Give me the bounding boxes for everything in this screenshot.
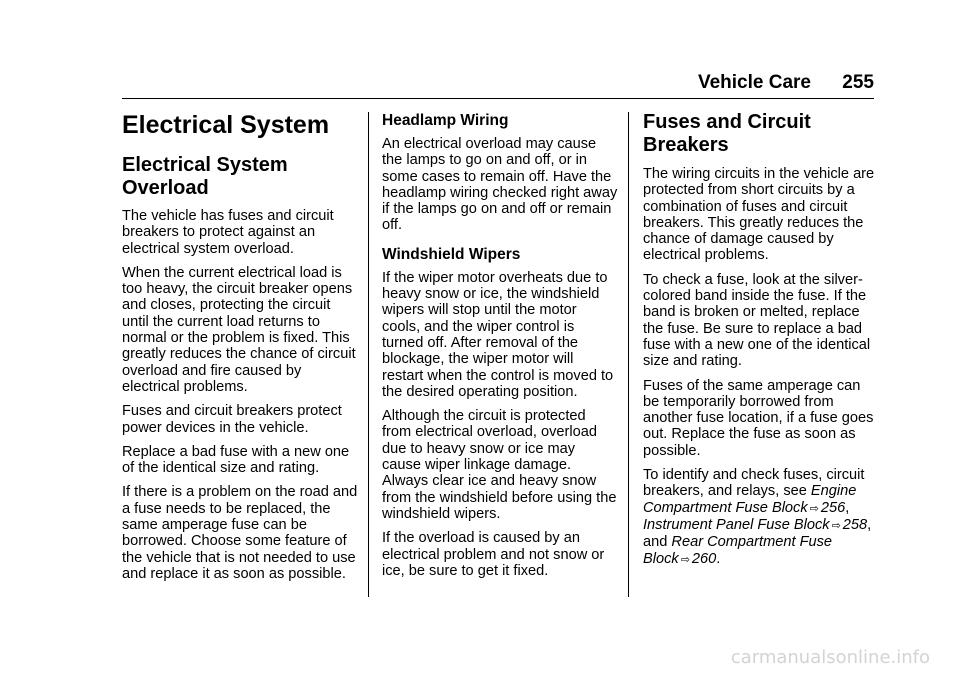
- paragraph: To check a fuse, look at the silver-colored band inside the fuse. If the band is broken or melted, replace the fuse. Be sure to replace a bad fuse with a new one of the identical size and rating.: [643, 271, 871, 370]
- page-title: Electrical System: [122, 111, 330, 139]
- paragraph: Replace a bad fuse with a new one of the identical size and rating.: [122, 443, 350, 477]
- column-3: [643, 110, 879, 576]
- watermark: carmanualsonline.info: [730, 647, 930, 668]
- section-heading-fuses: Fuses and Circuit Breakers: [643, 111, 811, 156]
- page-arrow-icon: ⇨: [680, 553, 690, 566]
- paragraph: The wiring circuits in the vehicle are protected from short circuits by a combination of fuses and circuit breakers. This greatly reduces the chance of damage caused by electrical problems.: [643, 166, 875, 264]
- reference-intro: To identify and check fuses, circuit breakers, and relays, see: [643, 467, 865, 500]
- page-number: 255: [842, 72, 874, 93]
- paragraph: If there is a problem on the road and a fuse needs to be replaced, the same amperage fuse can be borrowed. Choose some feature of the vehicle that is not needed to use and replace it as soon as possible.: [122, 484, 358, 582]
- link-rear-compartment-fuse-block[interactable]: Rear Compartment Fuse Block ⇨ 260: [643, 534, 833, 567]
- page-arrow-icon: ⇨: [831, 519, 841, 532]
- column-1: [122, 110, 358, 590]
- link-instrument-panel-fuse-block[interactable]: Instrument Panel Fuse Block ⇨ 258: [643, 516, 868, 533]
- paragraph: Fuses of the same amperage can be temporarily borrowed from another fuse location, if a fuse goes out. Replace the fuse as soon as possible.: [643, 377, 874, 459]
- paragraph: Fuses and circuit breakers protect power devices in the vehicle.: [122, 403, 342, 436]
- section-heading-headlamp: Headlamp Wiring: [382, 112, 509, 129]
- section-heading-wipers: Windshield Wipers: [382, 245, 521, 263]
- paragraph: An electrical overload may cause the lamps to go on and off, or in some cases to remain off. Have the headlamp wiring checked right away if the lamps go on and off or remain off.: [382, 136, 618, 234]
- paragraph: The vehicle has fuses and circuit breakers to protect against an electrical system overload.: [122, 208, 334, 257]
- paragraph: If the overload is caused by an electrical problem and not snow or ice, be sure to get it fixed.: [382, 530, 605, 579]
- paragraph: When the current electrical load is too heavy, the circuit breaker opens and closes, protecting the circuit until the current load returns to normal or the problem is fixed. This greatly reduces the chance of circuit overload and fire caused by electrical problems.: [122, 264, 356, 395]
- paragraph: Although the circuit is protected from electrical overload, overload due to heavy snow or ice may cause wiper linkage damage. Always clear ice and heavy snow from the windshield before using the windshield wipers.: [382, 408, 617, 522]
- conjunction: and: [643, 534, 668, 551]
- column-divider-2: [628, 112, 629, 597]
- section-title: Vehicle Care: [697, 72, 812, 93]
- cross-reference-paragraph: To identify and check fuses, circuit breakers, and relays, see Engine Compartment Fuse Block ⇨ 256, Instrument Panel Fuse Block ⇨ 258, and Rear Compartment Fuse Block ⇨ 260.: [643, 467, 872, 567]
- page-arrow-icon: ⇨: [809, 502, 819, 515]
- paragraph: If the wiper motor overheats due to heavy snow or ice, the windshield wipers will stop until the motor cools, and the wiper control is turned off. After removal of the blockage, the wiper motor will restart when the control is moved to the desired operating position.: [382, 269, 614, 400]
- link-engine-compartment-fuse-block[interactable]: Engine Compartment Fuse Block ⇨ 256: [643, 483, 857, 516]
- header-rule: [122, 98, 874, 99]
- column-2: [382, 110, 618, 587]
- page-header: [698, 72, 874, 94]
- section-heading-overload: Electrical System Overload: [122, 154, 288, 199]
- column-divider-1: [368, 112, 369, 597]
